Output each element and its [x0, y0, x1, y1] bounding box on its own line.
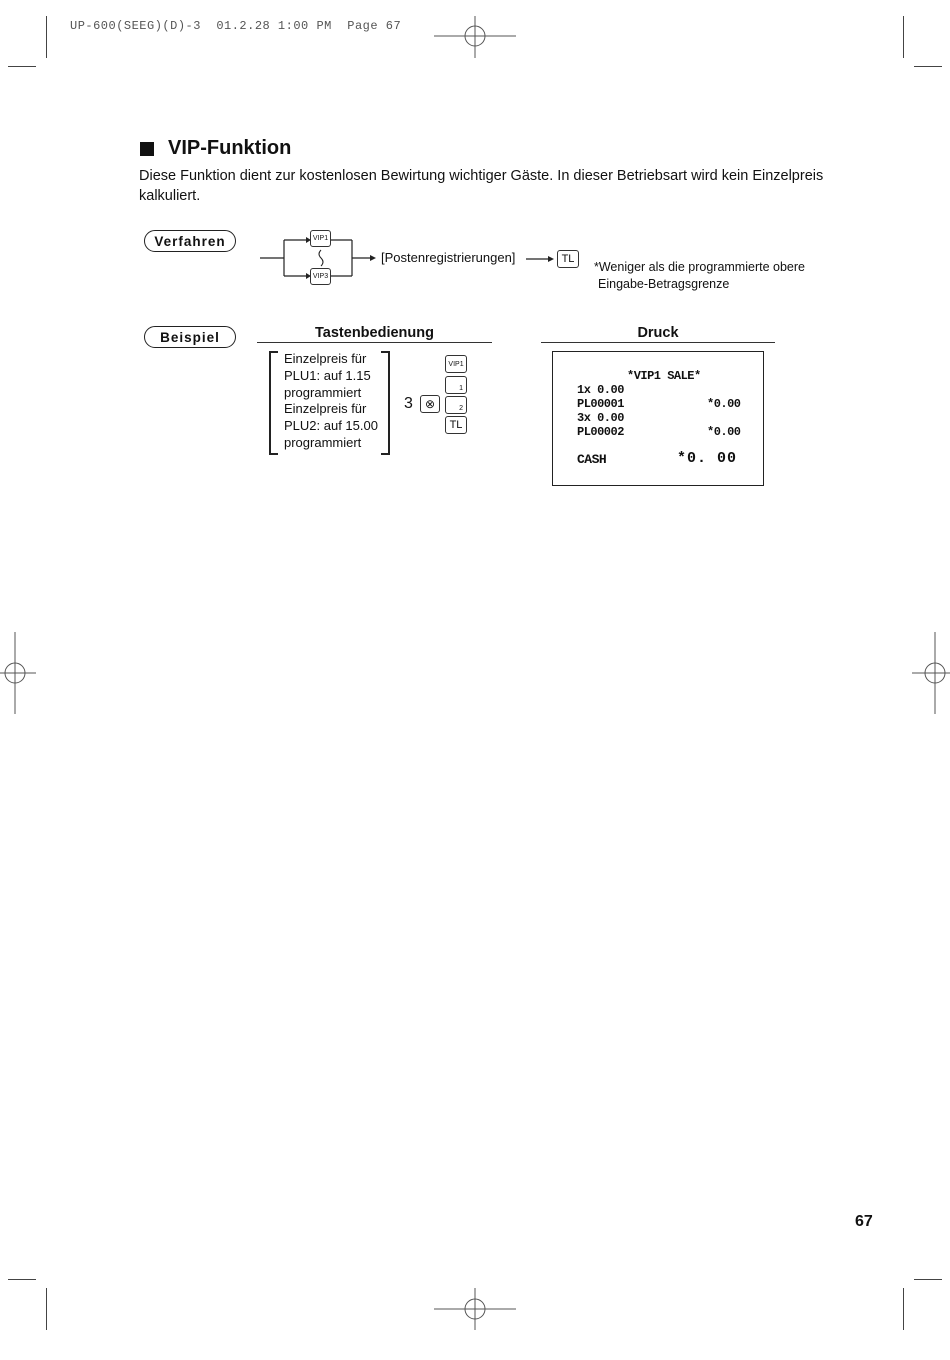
print-column-heading: Druck: [637, 325, 679, 341]
description-line: Einzelpreis für: [284, 351, 367, 366]
registration-mark-right: [912, 632, 950, 714]
procedure-label: Verfahren: [144, 230, 236, 252]
price-description: [284, 351, 394, 452]
description-line: PLU2: auf 15.00: [284, 418, 378, 434]
procedure-step-text: [Postenregistrierungen]: [381, 250, 516, 265]
receipt-row: 1x 0.00: [577, 383, 624, 397]
page-number: 67: [855, 1213, 873, 1230]
plu1-key: [445, 376, 467, 394]
print-slug: UP-600(SEEG)(D)-3 01.2.28 1:00 PM Page 67: [70, 19, 402, 33]
receipt-row-amount: *0.00: [707, 425, 741, 439]
crop-mark: [914, 1279, 942, 1280]
receipt-row: PL00002: [577, 425, 624, 439]
procedure-note: [594, 259, 805, 293]
plu2-key: [445, 396, 467, 414]
receipt-header: *VIP1 SALE*: [627, 369, 701, 383]
vip1-key: VIP1: [310, 230, 331, 247]
receipt-printout: [552, 351, 764, 486]
section-title: [140, 137, 291, 160]
receipt-total-amount: *0. 00: [677, 450, 738, 467]
plu2-key-label: 2: [459, 405, 463, 412]
description-line: programmiert: [284, 434, 362, 450]
intro-paragraph: Diese Funktion dient zur kostenlosen Bewirtung wichtiger Gäste. In dieser Betriebsart wird kein Einzelpreis kalkuliert.: [139, 168, 824, 204]
section-title-text: VIP-Funktion: [168, 137, 292, 159]
registration-mark-bottom: [434, 1288, 516, 1330]
print-column-rule: [541, 342, 775, 343]
receipt-row: PL00001: [577, 397, 624, 411]
multiply-key: [420, 395, 440, 413]
quantity-value: 3: [404, 395, 413, 412]
crop-mark: [903, 1288, 904, 1330]
crop-mark: [8, 1279, 36, 1280]
tl-key: TL: [445, 416, 467, 434]
crop-mark: [8, 66, 36, 67]
receipt-row: 3x 0.00: [577, 411, 624, 425]
tl-key: TL: [557, 250, 579, 268]
procedure-note-line2: Eingabe-Betragsgrenze: [598, 277, 730, 291]
crop-mark: [914, 66, 942, 67]
square-bullet-icon: [140, 142, 154, 156]
receipt-row-amount: *0.00: [707, 397, 741, 411]
vip1-key: VIP1: [445, 355, 467, 373]
description-line: programmiert: [284, 384, 362, 400]
plu1-key-label: 1: [459, 385, 463, 392]
procedure-note-line1: *Weniger als die programmierte obere: [594, 260, 805, 274]
keys-column-rule: [257, 342, 492, 343]
registration-mark-left: [0, 632, 36, 714]
multiply-icon: ⊗: [424, 397, 436, 411]
description-line: PLU1: auf 1.15: [284, 367, 371, 383]
registration-mark-top: [434, 16, 516, 58]
receipt-total-label: CASH: [577, 452, 607, 467]
crop-mark: [46, 1288, 47, 1330]
description-line: Einzelpreis für: [284, 401, 367, 417]
vip3-key: VIP3: [310, 268, 331, 285]
crop-mark: [46, 16, 47, 58]
keys-column-heading: Tastenbedienung: [315, 325, 434, 341]
crop-mark: [903, 16, 904, 58]
example-label: Beispiel: [144, 326, 236, 348]
